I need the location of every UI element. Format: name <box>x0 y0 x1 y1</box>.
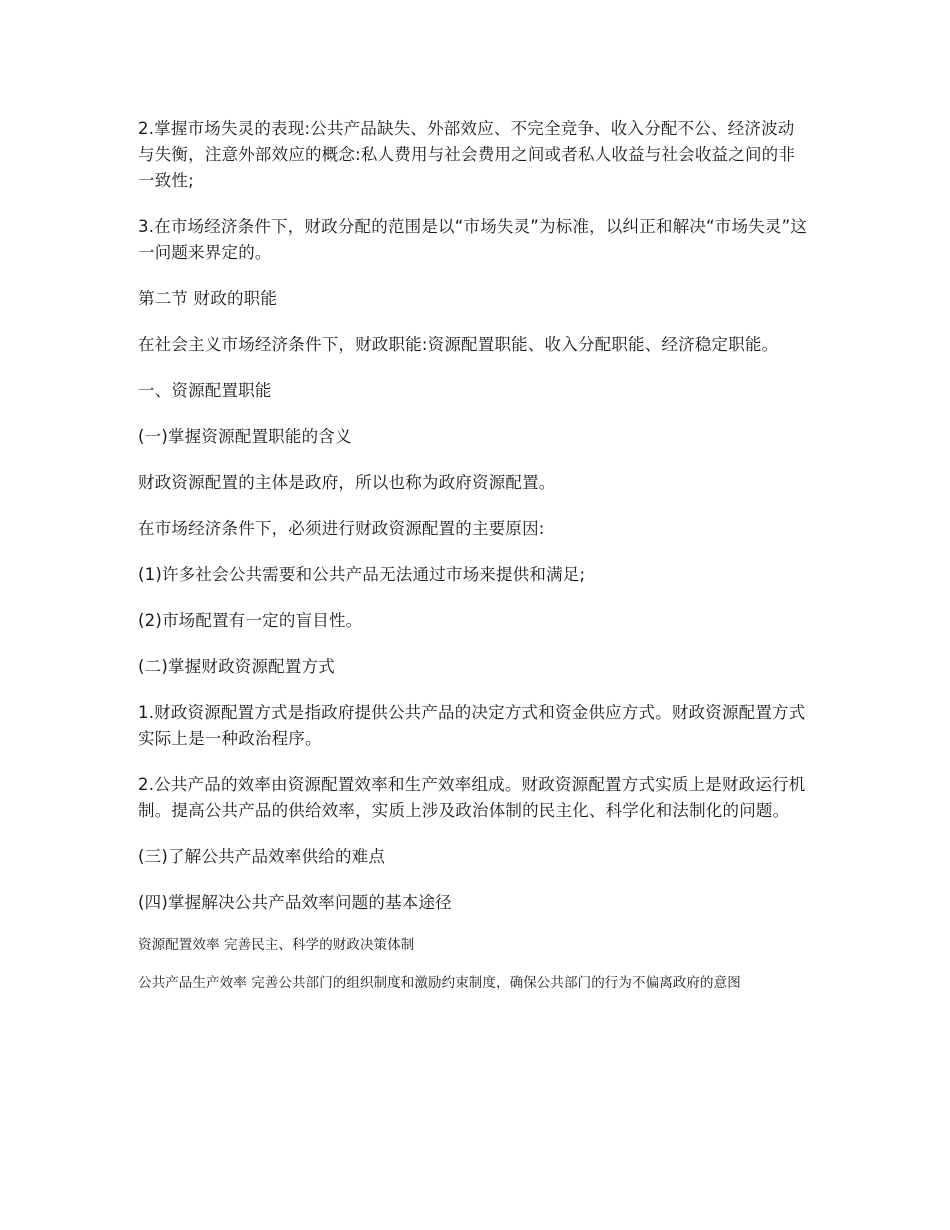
heading-resource-allocation: 一、资源配置职能 <box>138 381 272 400</box>
table-row-production-efficiency: 公共产品生产效率 完善公共部门的组织制度和激励约束制度，确保公共部门的行为不偏离政府的意图 <box>138 975 741 991</box>
subheading-solutions: (四)掌握解决公共产品效率问题的基本途径 <box>138 893 452 912</box>
paragraph-method-2: 2.公共产品的效率由资源配置效率和生产效率组成。财政资源配置方式实质上是财政运行机制。提高公共产品的供给效率，实质上涉及政治体制的民主化、科学化和法制化的问题。 <box>138 775 806 820</box>
paragraph-subject: 财政资源配置的主体是政府，所以也称为政府资源配置。 <box>138 473 556 492</box>
subheading-allocation-method: (二)掌握财政资源配置方式 <box>138 657 335 676</box>
document-page <box>138 116 810 994</box>
subheading-meaning: (一)掌握资源配置职能的含义 <box>138 427 352 446</box>
paragraph-method-1: 1.财政资源配置方式是指政府提供公共产品的决定方式和资金供应方式。财政资源配置方式实际上是一种政治程序。 <box>138 703 806 748</box>
paragraph-main-reasons: 在市场经济条件下，必须进行财政资源配置的主要原因: <box>138 519 545 538</box>
list-item-reason-2: (2)市场配置有一定的盲目性。 <box>138 611 363 630</box>
paragraph-fiscal-scope: 3.在市场经济条件下，财政分配的范围是以“市场失灵”为标准，以纠正和解决“市场失灵”这一问题来界定的。 <box>138 217 808 262</box>
paragraph-fiscal-functions: 在社会主义市场经济条件下，财政职能:资源配置职能、收入分配职能、经济稳定职能。 <box>138 335 779 354</box>
subheading-difficulties: (三)了解公共产品效率供给的难点 <box>138 847 386 866</box>
paragraph-market-failure: 2.掌握市场失灵的表现:公共产品缺失、外部效应、不完全竞争、收入分配不公、经济波动与失衡，注意外部效应的概念:私人费用与社会费用之间或者私人收益与社会收益之间的非一致性; <box>138 119 796 190</box>
list-item-reason-1: (1)许多社会公共需要和公共产品无法通过市场来提供和满足; <box>138 565 586 584</box>
section-heading-fiscal-functions: 第二节 财政的职能 <box>138 289 278 308</box>
table-row-allocation-efficiency: 资源配置效率 完善民主、科学的财政决策体制 <box>138 937 415 953</box>
